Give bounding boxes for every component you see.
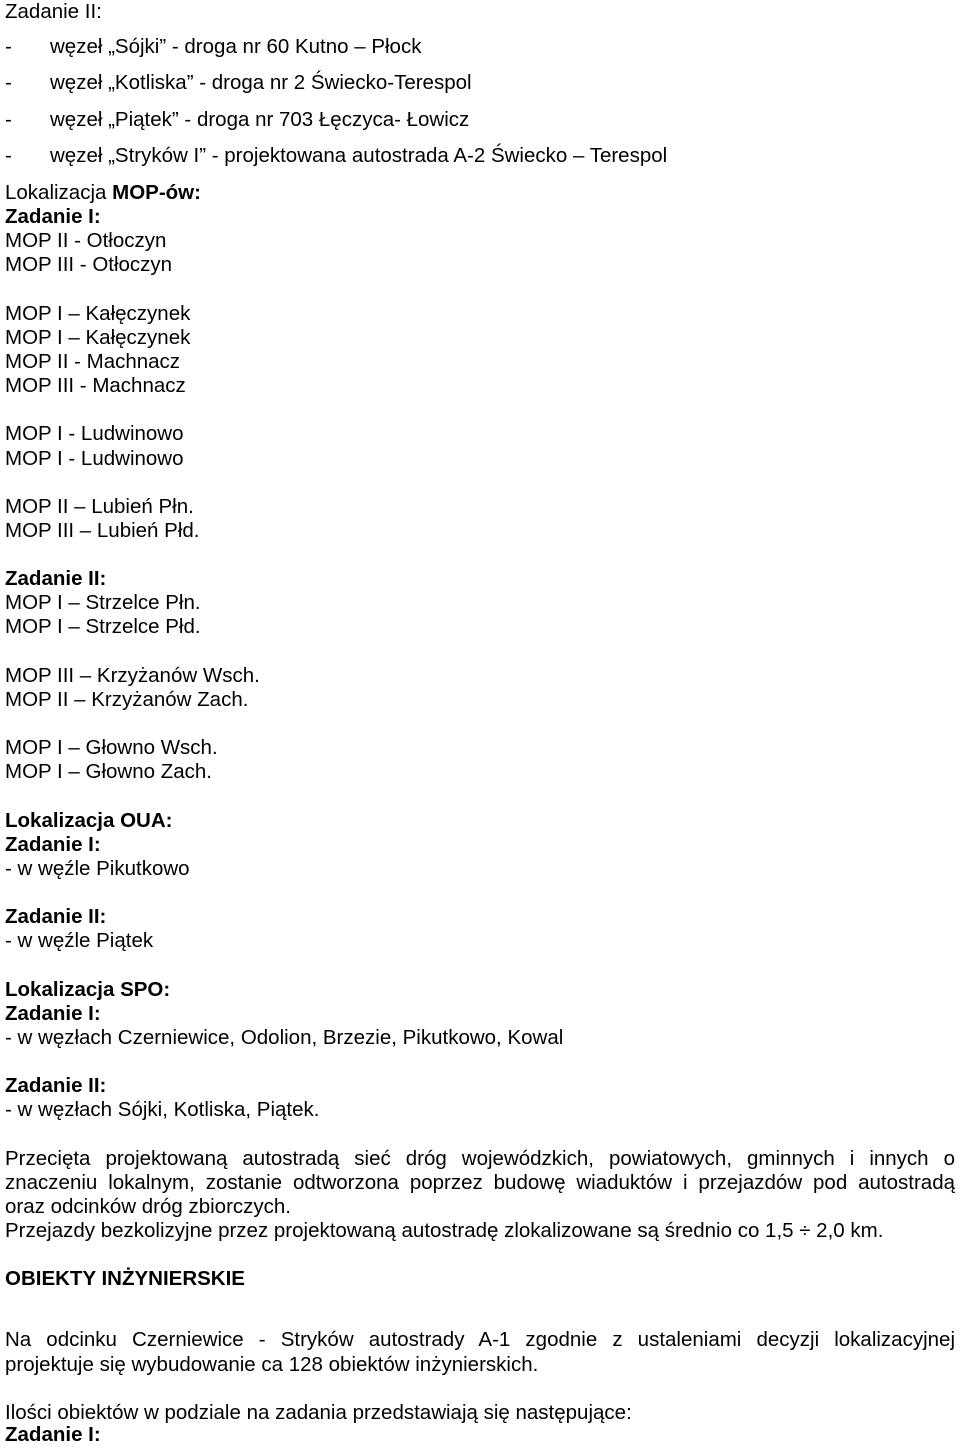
mop-entry: MOP III - Machnacz (5, 374, 186, 398)
paragraph-intro: Ilości obiektów w podziale na zadania przedstawiają się następujące: (5, 1400, 632, 1424)
list-item-text: węzeł „Piątek” - droga nr 703 Łęczyca- Łowicz (50, 107, 470, 131)
list-item-text: węzeł „Kotliska” - droga nr 2 Świecko-Terespol (50, 71, 472, 95)
mop-entry: MOP I – Głowno Zach. (5, 760, 212, 784)
paragraph-line: Przecięta projektowaną autostradą sieć dróg wojewódzkich, powiatowych, gminnych i innych o (5, 1146, 955, 1170)
task-label: Zadanie I: (5, 205, 101, 229)
list-item (5, 144, 955, 168)
list-bullet: - (5, 71, 12, 95)
task-label: Zadanie I: (5, 832, 101, 856)
list-item (5, 35, 955, 59)
location-item: - w węźle Pikutkowo (5, 856, 190, 880)
paragraph-sentence: Przejazdy bezkolizyjne przez projektowaną autostradę zlokalizowane są średnio co 1,5 ÷ 2,0 km. (5, 1219, 884, 1242)
mop-entry: MOP I – Strzelce Płd. (5, 615, 201, 639)
paragraph-line: znaczeniu lokalnym, zostanie odtworzona poprzez budowę wiaduktów i przejazdów pod autostradą (5, 1170, 955, 1194)
location-item: - w węzłach Sójki, Kotliska, Piątek. (5, 1098, 320, 1122)
list-item-text: węzeł „Sójki” - droga nr 60 Kutno – Płock (50, 34, 422, 58)
list-bullet: - (5, 107, 12, 131)
location-item: - w węźle Piątek (5, 929, 154, 953)
junction-list (5, 35, 955, 169)
task-heading: Zadanie II: (5, 0, 102, 23)
heading-bold-text: MOP-ów: (112, 180, 201, 204)
section-heading-mop (5, 181, 955, 205)
mop-entry: MOP III – Krzyżanów Wsch. (5, 663, 260, 687)
mop-entry: MOP III – Lubień Płd. (5, 518, 200, 542)
paragraph-line: projektuje się wybudowanie ca 128 obiektów inżynierskich. (5, 1352, 539, 1376)
paragraph-line: Na odcinku Czerniewice - Stryków autostrady A-1 zgodnie z ustaleniami decyzji lokalizacyjnej (5, 1328, 955, 1352)
mop-entry: MOP I - Ludwinowo (5, 422, 184, 446)
list-item (5, 71, 955, 95)
location-item: - w węzłach Czerniewice, Odolion, Brzezie, Pikutkowo, Kowal (5, 1025, 564, 1049)
mop-entry: MOP I – Kałęczynek (5, 301, 191, 325)
heading-text: Lokalizacja (5, 180, 113, 204)
mop-entry: MOP II – Krzyżanów Zach. (5, 687, 249, 711)
task-label: Zadanie II: (5, 567, 107, 591)
list-item-text: węzeł „Stryków I” - projektowana autostrada A-2 Świecko – Terespol (50, 144, 668, 168)
paragraph-line: oraz odcinków dróg zbiorczych. (5, 1194, 291, 1218)
mop-entry: MOP I – Kałęczynek (5, 325, 191, 349)
list-bullet: - (5, 34, 12, 58)
section-heading-spo: Lokalizacja SPO: (5, 977, 171, 1001)
section-heading-oua: Lokalizacja OUA: (5, 808, 173, 832)
mop-entry: MOP I – Głowno Wsch. (5, 736, 218, 760)
list-item (5, 108, 955, 132)
task-label: Zadanie II: (5, 1074, 107, 1098)
task-label: Zadanie I: (5, 1001, 101, 1025)
mop-entry: MOP I - Ludwinowo (5, 446, 184, 470)
task-label: Zadanie II: (5, 905, 107, 929)
mop-entry: MOP II – Lubień Płn. (5, 494, 194, 518)
section-heading-engineering: OBIEKTY INŻYNIERSKIE (5, 1267, 245, 1291)
mop-entry: MOP III - Otłoczyn (5, 253, 173, 277)
list-bullet: - (5, 144, 12, 168)
mop-entry: MOP I – Strzelce Płn. (5, 591, 201, 615)
mop-entry: MOP II - Machnacz (5, 349, 181, 373)
task-label: Zadanie I: (5, 1422, 101, 1446)
mop-entry: MOP II - Otłoczyn (5, 229, 167, 253)
